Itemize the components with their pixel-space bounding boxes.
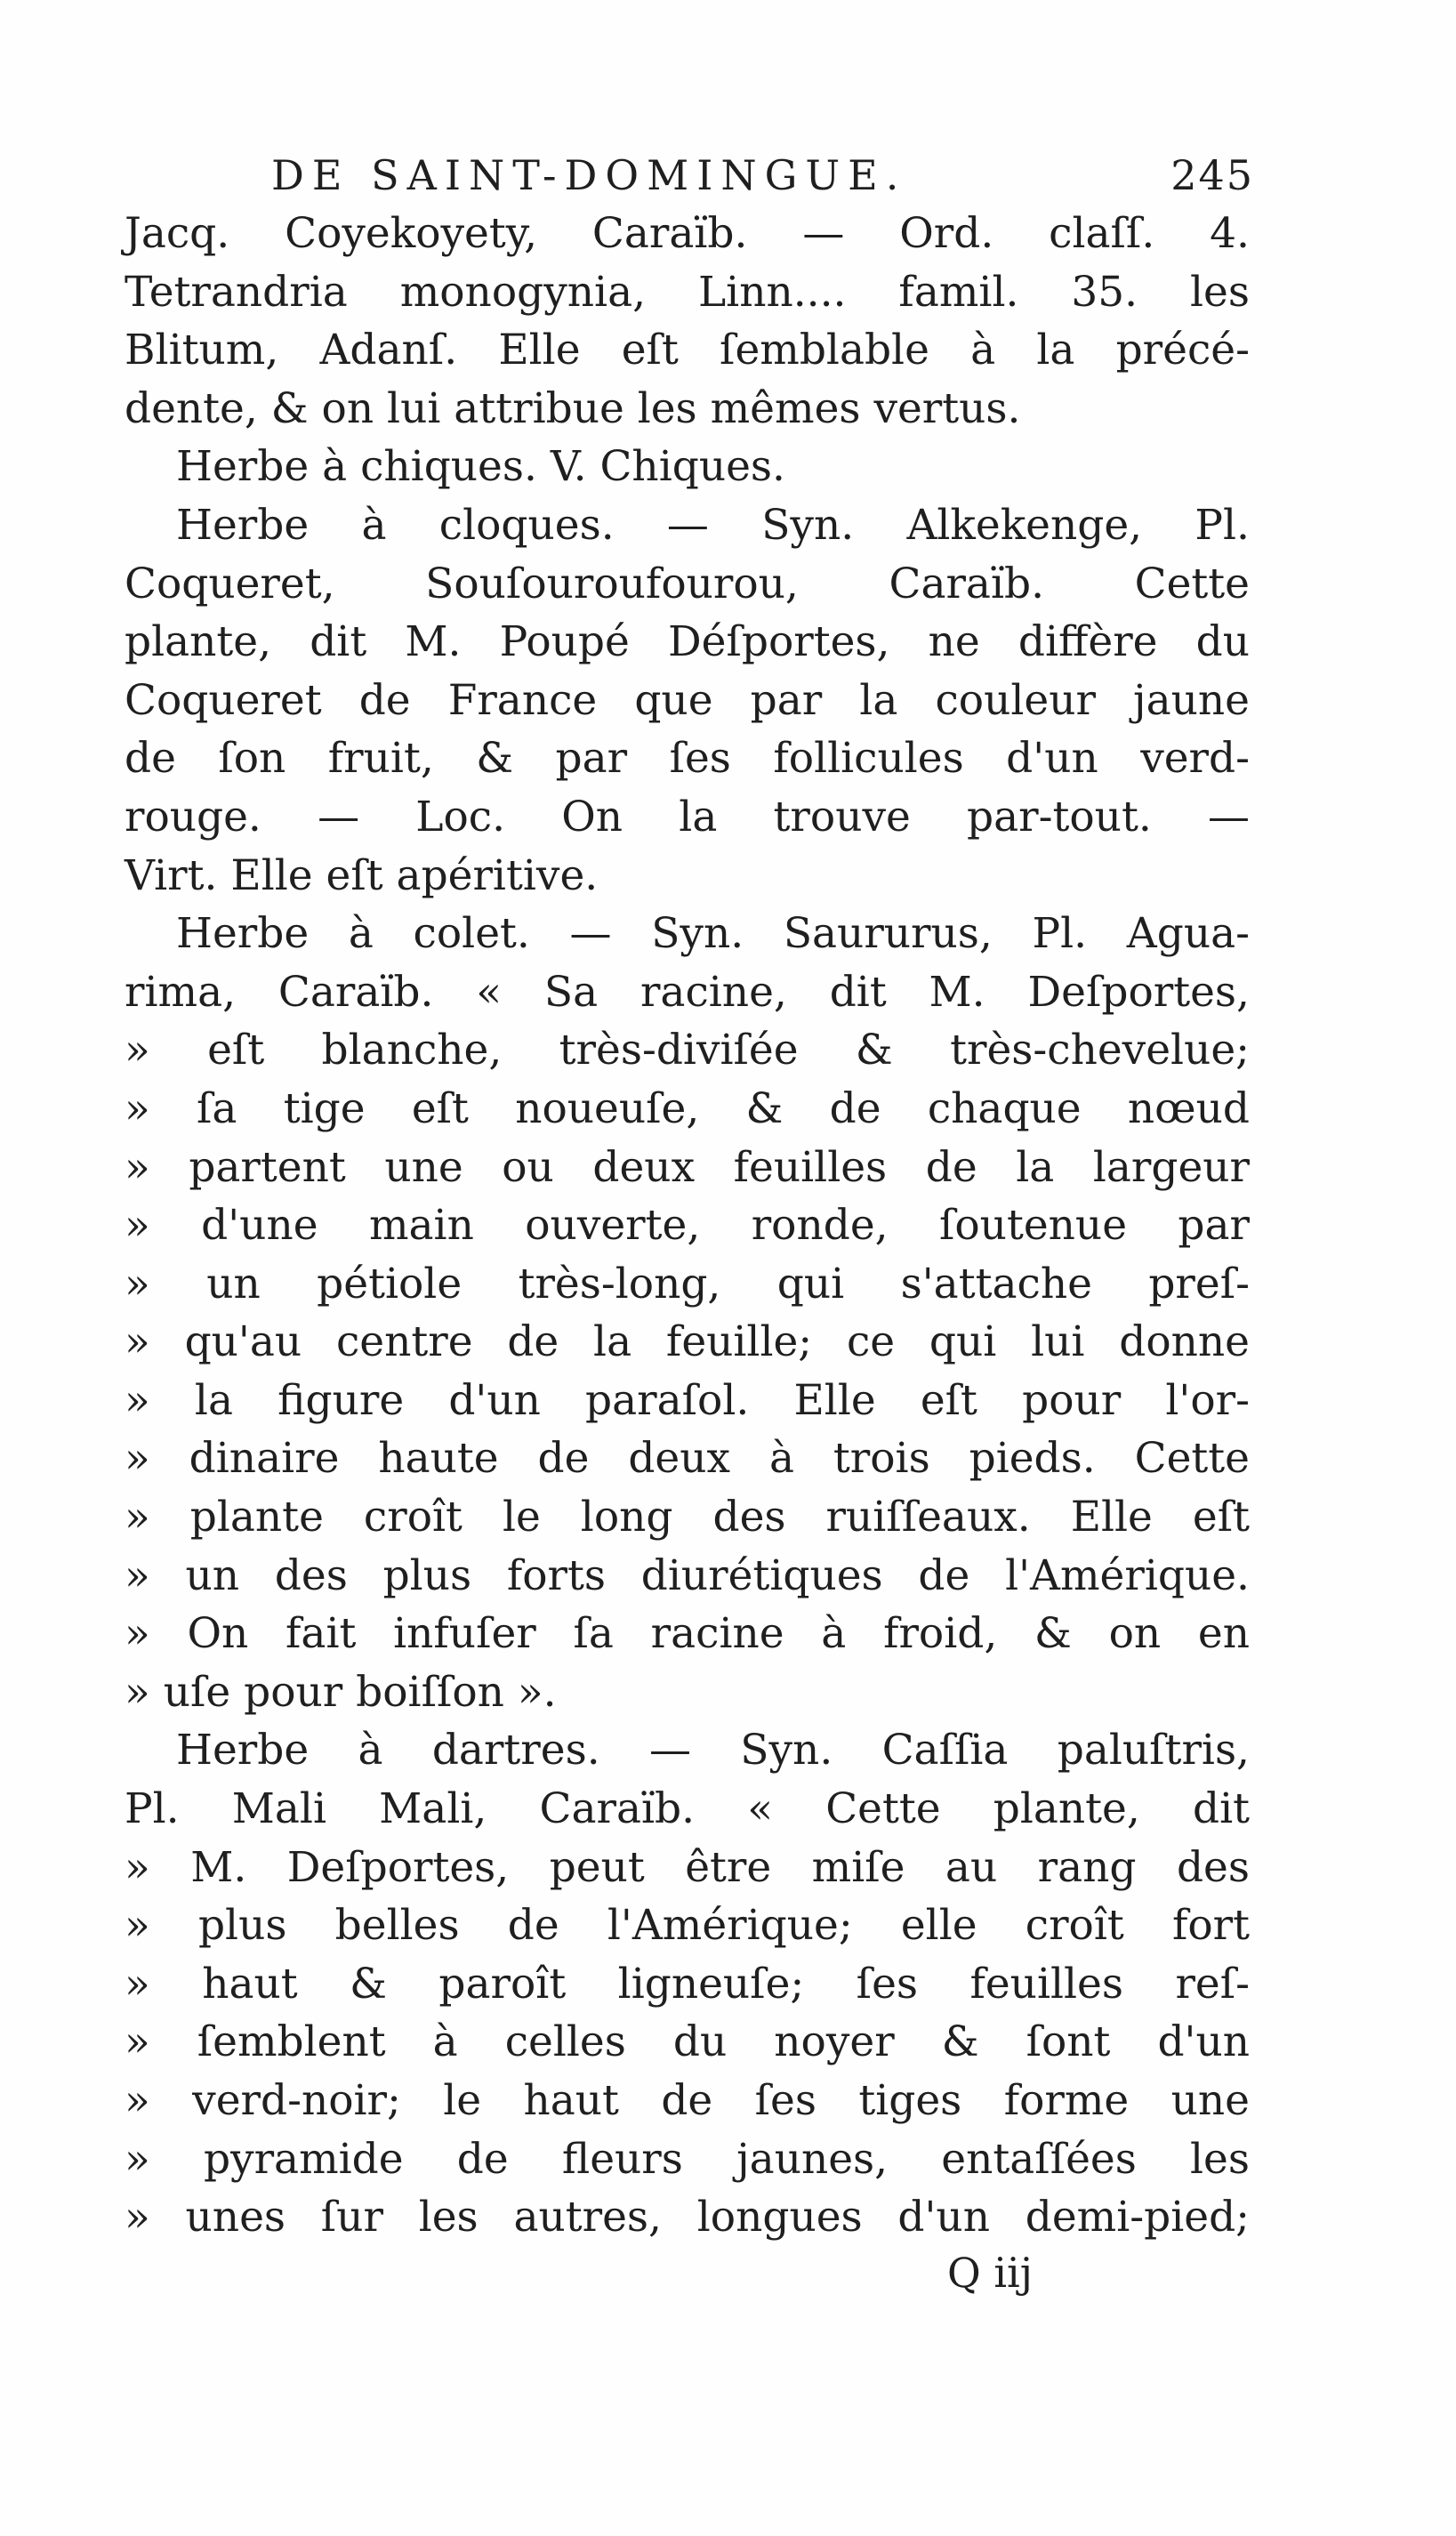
quote-line: » ſa tige eſt noueuſe, & de chaque nœud xyxy=(125,1083,1250,1133)
entry-herbe-a-cloques: Herbe à cloques. — Syn. Alkekenge, Pl. xyxy=(176,500,1250,550)
text-line: plante, dit M. Poupé Déſportes, ne diffère du xyxy=(125,617,1250,667)
text-line: Tetrandria monogynia, Linn.... famil. 35. les xyxy=(125,267,1250,317)
text-line: dente, & on lui attribue les mêmes vertus. xyxy=(125,383,1021,433)
quote-line: » un pétiole très-long, qui s'attache preſ- xyxy=(125,1259,1250,1308)
quote-line: » unes ſur les autres, longues d'un demi-pied; xyxy=(125,2193,1250,2242)
text-line: Coqueret de France que par la couleur jaune xyxy=(125,675,1250,725)
text-line: Blitum, Adanſ. Elle eſt ſemblable à la précé- xyxy=(125,326,1250,375)
quote-line: » eſt blanche, très-diviſée & très-chevelue; xyxy=(125,1026,1250,1075)
quote-line: » un des plus forts diurétiques de l'Amérique. xyxy=(125,1550,1250,1600)
quote-line: » pyramide de fleurs jaunes, entaſſées les xyxy=(125,2134,1250,2184)
page-number: 245 xyxy=(1170,151,1254,199)
quote-line: » haut & paroît ligneuſe; ſes feuilles reſ- xyxy=(125,1959,1250,2009)
text-line: Coqueret, Souſouroufourou, Caraïb. Cette xyxy=(125,559,1250,608)
text-line: Pl. Mali Mali, Caraïb. « Cette plante, dit xyxy=(125,1784,1250,1834)
quote-line: » ſemblent à celles du noyer & ſont d'un xyxy=(125,2017,1250,2067)
text-line: rima, Caraïb. « Sa racine, dit M. Deſportes, xyxy=(125,967,1250,1017)
quote-line: » uſe pour boiſſon ». xyxy=(125,1667,557,1717)
quote-line: » d'une main ouverte, ronde, ſoutenue par xyxy=(125,1201,1250,1251)
quote-line: » qu'au centre de la feuille; ce qui lui donne xyxy=(125,1317,1250,1367)
quote-line: » partent une ou deux feuilles de la largeur xyxy=(125,1142,1250,1192)
text-line: rouge. — Loc. On la trouve par-tout. — xyxy=(125,792,1250,841)
running-head xyxy=(271,144,1254,206)
entry-herbe-a-colet: Herbe à colet. — Syn. Saururus, Pl. Agua- xyxy=(176,909,1250,959)
body-text xyxy=(125,205,1250,2247)
quote-line: » M. Deſportes, peut être miſe au rang des xyxy=(125,1842,1250,1892)
signature-mark: Q iij xyxy=(947,2249,1034,2297)
entry-herbe-a-chiques: Herbe à chiques. V. Chiques. xyxy=(176,442,785,492)
text-line: Jacq. Coyekoyety, Caraïb. — Ord. claſſ. 4. xyxy=(125,209,1250,258)
text-line: de ſon fruit, & par ſes follicules d'un verd- xyxy=(125,734,1250,784)
quote-line: » la figure d'un paraſol. Elle eſt pour l'or- xyxy=(125,1375,1250,1425)
quote-line: » dinaire haute de deux à trois pieds. Cette xyxy=(125,1434,1250,1484)
quote-line: » plus belles de l'Amérique; elle croît fort xyxy=(125,1901,1250,1951)
quote-line: » verd-noir; le haut de ſes tiges forme une xyxy=(125,2076,1250,2125)
text-line: Virt. Elle eſt apéritive. xyxy=(125,850,599,900)
running-title: DE SAINT-DOMINGUE. xyxy=(271,151,907,199)
quote-line: » plante croît le long des ruiſſeaux. Elle eſt xyxy=(125,1493,1250,1542)
entry-herbe-a-dartres: Herbe à dartres. — Syn. Caſſia paluſtris, xyxy=(176,1726,1250,1775)
quote-line: » On fait infuſer ſa racine à froid, & on en xyxy=(125,1609,1250,1659)
